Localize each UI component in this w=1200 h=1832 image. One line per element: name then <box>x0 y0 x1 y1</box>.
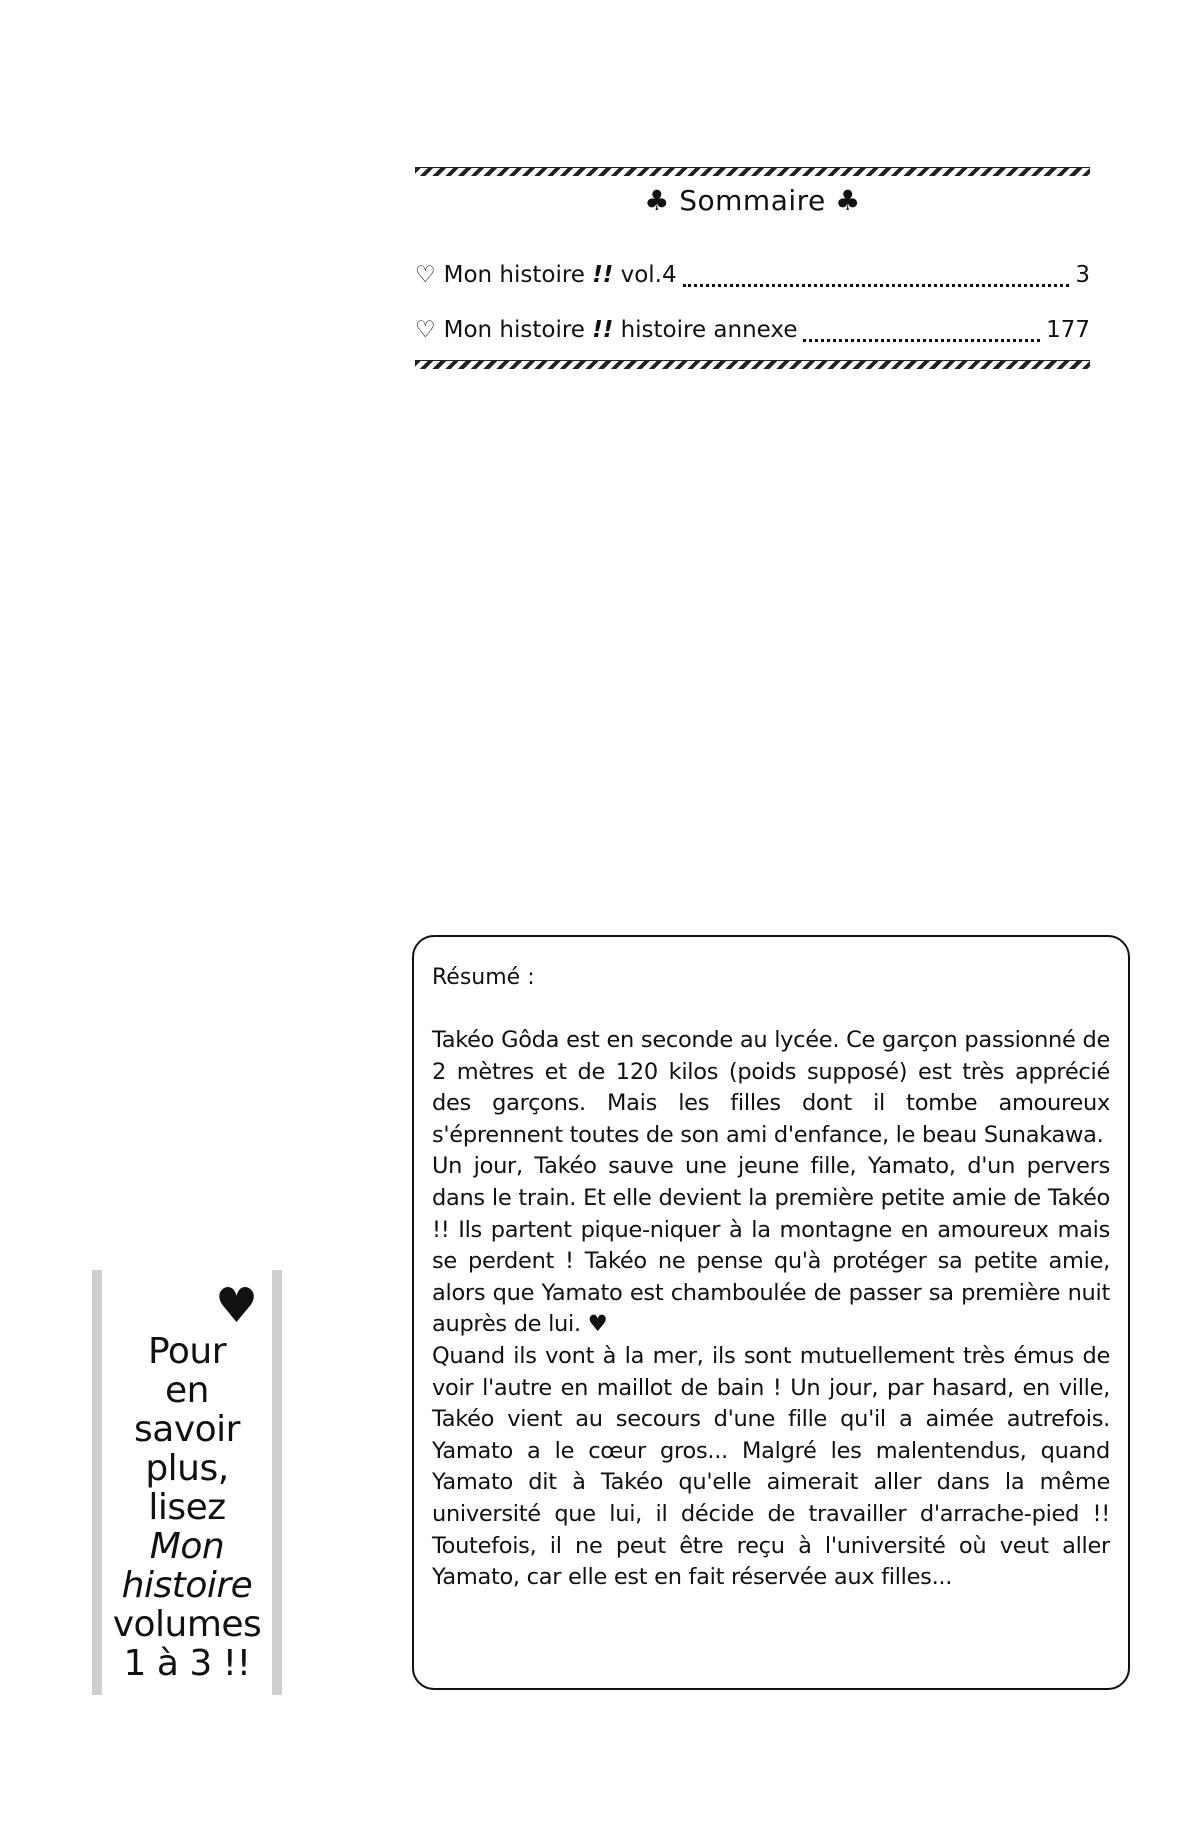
toc-entry-label: Mon histoire <box>443 262 585 288</box>
heart-outline-icon: ♡ <box>415 317 436 343</box>
heart-icon: ♥ <box>214 1278 258 1334</box>
summary-paragraph: Un jour, Takéo sauve une jeune fille, Yamato, d'un pervers dans le train. Et elle devient la première petite amie de Takéo !! Ils partent pique-niquer à la montagne en amoureux mais se perdent ! Takéo ne pense qu'à protéger sa petite amie, alors que Yamato est chamboulée de passer sa première nuit auprès de lui. ♥ <box>432 1153 1110 1338</box>
read-more-text <box>102 1332 272 1683</box>
summary-paragraph: Quand ils vont à la mer, ils sont mutuellement très émus de voir l'autre en maillot de bain ! Un jour, par hasard, en ville, Takéo vient au secours d'une fille qu'il a aimée autrefois. Yamato a le cœur gros... Malgré les malentendus, quand Yamato dit à Takéo qu'elle aimerait aller dans la même université que lui, il décide de travailler d'arrache-pied !! Toutefois, il ne peut être reçu à l'université où veut aller Yamato, car elle est en fait réservée aux filles... <box>432 1342 1110 1591</box>
sidebar-line-title: histoire <box>121 1565 253 1606</box>
toc-leader-dots <box>683 284 1070 287</box>
toc-entry <box>415 317 1090 349</box>
sidebar-line: 1 à 3 !! <box>123 1643 251 1684</box>
toc-entry <box>415 262 1090 294</box>
sidebar-line: en <box>165 1370 209 1411</box>
toc-leader-dots <box>803 339 1040 342</box>
toc-entry-page: 3 <box>1075 262 1090 288</box>
sidebar-line: volumes <box>112 1604 262 1645</box>
sidebar-line: lisez <box>148 1487 226 1528</box>
sidebar-line: Pour <box>147 1331 227 1372</box>
toc-entry-label: Mon histoire <box>443 317 585 343</box>
toc-title: ♣ Sommaire ♣ <box>644 184 861 217</box>
summary-box <box>412 935 1130 1690</box>
sidebar-line-title: Mon <box>149 1526 225 1567</box>
summary-paragraph: Takéo Gôda est en seconde au lycée. Ce garçon passionné de 2 mètres et de 120 kilos (poids supposé) est très apprécié des garçons. Mais les filles dont il tombe amoureux s'éprennent toutes de son ami d'enfance, le beau Sunakawa. <box>432 1027 1110 1148</box>
summary-heading: Résumé : <box>432 965 535 990</box>
sidebar-line: savoir <box>134 1409 240 1450</box>
toc-entry-emphasis: !! <box>592 317 614 343</box>
heart-outline-icon: ♡ <box>415 262 436 288</box>
read-more-sidebar <box>92 1270 282 1695</box>
sidebar-line: plus, <box>145 1448 229 1489</box>
toc-bottom-border <box>415 360 1090 369</box>
toc-entry-suffix: histoire annexe <box>620 317 798 343</box>
toc-entry-suffix: vol.4 <box>620 262 677 288</box>
toc-entry-page: 177 <box>1046 317 1090 343</box>
toc-entry-emphasis: !! <box>592 262 614 288</box>
toc-top-border <box>415 167 1090 176</box>
summary-body <box>432 1025 1110 1594</box>
